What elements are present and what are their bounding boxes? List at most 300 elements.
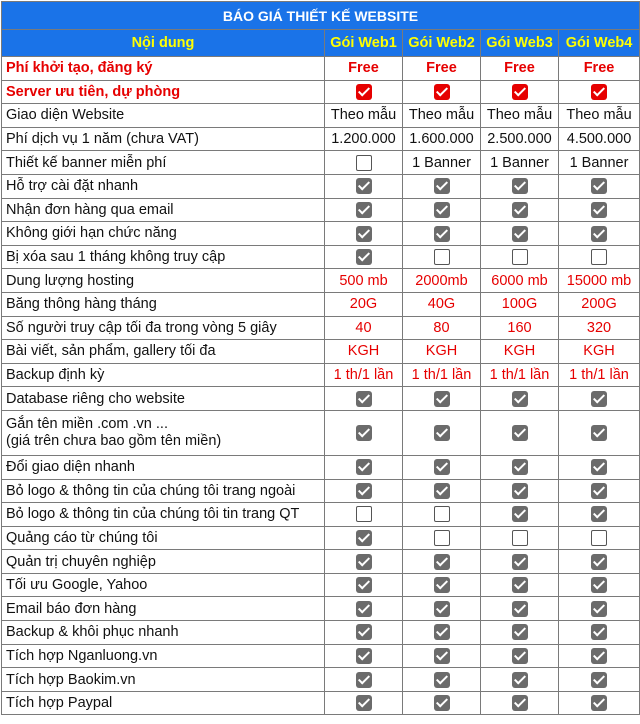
row-label — [2, 80, 325, 104]
cell-text: 500 mb — [339, 272, 388, 289]
table-row — [2, 668, 640, 692]
cell-value — [481, 340, 559, 364]
checked-box-icon — [591, 554, 607, 570]
cell-value — [559, 340, 640, 364]
header-web1: Gói Web1 — [325, 30, 403, 57]
header-web3: Gói Web3 — [481, 30, 559, 57]
row-label-text: Quản trị chuyên nghiệp — [6, 553, 156, 570]
cell-check — [559, 387, 640, 411]
cell-value — [325, 57, 403, 81]
row-label-text: Số người truy cập tối đa trong vòng 5 giây — [6, 319, 277, 336]
cell-check — [325, 668, 403, 692]
checked-box-icon — [434, 695, 450, 711]
checked-box-icon — [512, 577, 528, 593]
cell-check — [559, 503, 640, 527]
cell-check — [559, 691, 640, 715]
table-row — [2, 387, 640, 411]
cell-text: 1 th/1 lần — [411, 367, 472, 384]
cell-text: Theo mẫu — [330, 107, 397, 124]
cell-value — [325, 340, 403, 364]
row-label — [2, 292, 325, 316]
checked-box-icon — [434, 483, 450, 499]
table-row — [2, 80, 640, 104]
checked-box-icon — [512, 226, 528, 242]
checked-box-icon — [512, 483, 528, 499]
cell-text: 1 th/1 lần — [569, 367, 629, 384]
cell-value — [559, 316, 640, 340]
cell-value — [559, 104, 640, 128]
table-title: BÁO GIÁ THIẾT KẾ WEBSITE — [2, 2, 640, 30]
table-row — [2, 174, 640, 198]
row-label-text: Quảng cáo từ chúng tôi — [6, 529, 158, 546]
cell-check — [559, 597, 640, 621]
table-row — [2, 526, 640, 550]
cell-check — [481, 550, 559, 574]
cell-value — [559, 269, 640, 293]
row-label-text: Email báo đơn hàng — [6, 600, 137, 617]
empty-box-icon — [434, 530, 450, 546]
cell-text: 80 — [433, 319, 450, 336]
row-label-text: Giao diện Website — [6, 107, 125, 124]
cell-value — [325, 127, 403, 151]
row-label-text: Tích hợp Paypal — [6, 695, 113, 712]
cell-check — [559, 526, 640, 550]
table-row — [2, 550, 640, 574]
checked-box-icon — [356, 459, 372, 475]
cell-check — [403, 222, 481, 246]
checked-box-icon — [591, 226, 607, 242]
cell-text: KGH — [503, 343, 536, 360]
cell-check — [559, 245, 640, 269]
checked-box-icon — [356, 483, 372, 499]
cell-check — [325, 644, 403, 668]
cell-check — [325, 198, 403, 222]
row-label-text: Bị xóa sau 1 tháng không truy cập — [6, 249, 226, 266]
checked-box-icon — [356, 672, 372, 688]
row-label — [2, 127, 325, 151]
row-label-note: (giá trên chưa bao gồm tên miền) — [6, 432, 222, 449]
checked-box-icon — [512, 391, 528, 407]
checked-box-icon — [434, 601, 450, 617]
cell-value — [403, 316, 481, 340]
checked-box-icon — [512, 601, 528, 617]
checked-box-icon — [512, 624, 528, 640]
cell-value — [559, 292, 640, 316]
row-label — [2, 198, 325, 222]
red-checked-box-icon — [591, 84, 607, 100]
cell-value — [559, 127, 640, 151]
red-checked-box-icon — [434, 84, 450, 100]
table-row — [2, 104, 640, 128]
checked-box-icon — [434, 178, 450, 194]
cell-check — [325, 245, 403, 269]
row-label-text: Server ưu tiên, dự phòng — [6, 83, 181, 100]
cell-text: 40 — [355, 319, 372, 336]
row-label — [2, 691, 325, 715]
checked-box-icon — [512, 672, 528, 688]
row-label-text: Bỏ logo & thông tin của chúng tôi trang ngoài — [6, 482, 296, 499]
checked-box-icon — [591, 459, 607, 475]
row-label — [2, 621, 325, 645]
cell-value — [481, 363, 559, 387]
cell-text: 1 Banner — [490, 154, 549, 171]
cell-text: 6000 mb — [491, 272, 548, 289]
cell-text: Free — [426, 60, 457, 77]
row-label — [2, 455, 325, 479]
cell-check — [403, 80, 481, 104]
cell-check — [403, 387, 481, 411]
cell-check — [325, 410, 403, 455]
cell-check — [403, 526, 481, 550]
table-body — [2, 57, 640, 715]
checked-box-icon — [356, 577, 372, 593]
cell-check — [325, 222, 403, 246]
row-label — [2, 410, 325, 455]
row-label — [2, 174, 325, 198]
row-label — [2, 526, 325, 550]
cell-check — [559, 80, 640, 104]
row-label-text: Phí dịch vụ 1 năm (chưa VAT) — [6, 131, 199, 148]
table-row — [2, 503, 640, 527]
cell-check — [403, 691, 481, 715]
checked-box-icon — [356, 178, 372, 194]
row-label — [2, 363, 325, 387]
checked-box-icon — [356, 554, 372, 570]
cell-text: Theo mẫu — [566, 107, 632, 124]
cell-check — [325, 174, 403, 198]
cell-check — [559, 455, 640, 479]
checked-box-icon — [434, 672, 450, 688]
checked-box-icon — [512, 554, 528, 570]
cell-check — [481, 621, 559, 645]
cell-check — [403, 245, 481, 269]
cell-check — [481, 479, 559, 503]
checked-box-icon — [591, 624, 607, 640]
cell-text: Free — [583, 60, 615, 77]
cell-check — [403, 550, 481, 574]
cell-value — [325, 363, 403, 387]
cell-value — [325, 104, 403, 128]
checked-box-icon — [356, 425, 372, 441]
cell-check — [403, 198, 481, 222]
table-row — [2, 198, 640, 222]
row-label-text: Tích hợp Baokim.vn — [6, 671, 136, 688]
empty-box-icon — [356, 506, 372, 522]
table-row — [2, 573, 640, 597]
row-label — [2, 550, 325, 574]
cell-text: 15000 mb — [566, 272, 632, 289]
row-label-text: Database riêng cho website — [6, 390, 185, 407]
cell-text: 2000mb — [415, 272, 468, 289]
header-content: Nội dung — [2, 30, 325, 57]
cell-value — [481, 269, 559, 293]
row-label-text: Tối ưu Google, Yahoo — [6, 577, 148, 594]
cell-text: Free — [504, 60, 535, 77]
checked-box-icon — [434, 226, 450, 242]
cell-text: 4.500.000 — [566, 131, 632, 148]
cell-value — [325, 316, 403, 340]
row-label-text: Bài viết, sản phẩm, gallery tối đa — [6, 343, 216, 360]
cell-value — [403, 292, 481, 316]
cell-check — [325, 455, 403, 479]
checked-box-icon — [591, 178, 607, 194]
row-label-text: Đổi giao diện nhanh — [6, 459, 135, 476]
cell-check — [559, 198, 640, 222]
cell-check — [325, 526, 403, 550]
row-label-text: Bỏ logo & thông tin của chúng tôi tin trang QT — [6, 506, 300, 523]
cell-text: 1.200.000 — [331, 131, 396, 148]
table-row — [2, 410, 640, 455]
cell-check — [403, 410, 481, 455]
cell-check — [403, 479, 481, 503]
checked-box-icon — [356, 249, 372, 265]
cell-check — [403, 644, 481, 668]
cell-check — [559, 550, 640, 574]
cell-value — [325, 292, 403, 316]
cell-text: 1 Banner — [412, 154, 471, 171]
cell-value — [403, 269, 481, 293]
checked-box-icon — [356, 624, 372, 640]
row-label — [2, 597, 325, 621]
checked-box-icon — [512, 425, 528, 441]
cell-text: 1 Banner — [569, 154, 629, 171]
cell-value — [481, 57, 559, 81]
cell-value — [481, 316, 559, 340]
table-row — [2, 455, 640, 479]
checked-box-icon — [591, 506, 607, 522]
cell-check — [481, 597, 559, 621]
cell-check — [481, 245, 559, 269]
cell-check — [481, 573, 559, 597]
cell-value — [403, 151, 481, 175]
table-row — [2, 316, 640, 340]
cell-check — [325, 621, 403, 645]
checked-box-icon — [434, 202, 450, 218]
cell-check — [559, 222, 640, 246]
cell-value — [403, 363, 481, 387]
cell-check — [559, 644, 640, 668]
empty-box-icon — [434, 506, 450, 522]
cell-text: 100G — [501, 296, 538, 313]
row-label — [2, 316, 325, 340]
checked-box-icon — [356, 648, 372, 664]
empty-box-icon — [512, 249, 528, 265]
row-label-text: Không giới hạn chức năng — [6, 225, 177, 242]
cell-value — [481, 127, 559, 151]
table-row — [2, 363, 640, 387]
checked-box-icon — [591, 601, 607, 617]
cell-check — [559, 410, 640, 455]
cell-check — [325, 550, 403, 574]
table-row — [2, 691, 640, 715]
checked-box-icon — [512, 459, 528, 475]
cell-text: 2.500.000 — [487, 131, 552, 148]
cell-value — [481, 104, 559, 128]
checked-box-icon — [591, 577, 607, 593]
cell-check — [481, 455, 559, 479]
empty-box-icon — [591, 249, 607, 265]
cell-check — [481, 222, 559, 246]
checked-box-icon — [356, 601, 372, 617]
table-row — [2, 127, 640, 151]
checked-box-icon — [356, 530, 372, 546]
row-label — [2, 222, 325, 246]
checked-box-icon — [356, 226, 372, 242]
row-label — [2, 57, 325, 81]
checked-box-icon — [434, 554, 450, 570]
cell-value — [481, 151, 559, 175]
cell-check — [559, 668, 640, 692]
cell-value — [559, 151, 640, 175]
cell-check — [559, 621, 640, 645]
cell-text: 1 th/1 lần — [489, 367, 550, 384]
cell-value — [325, 269, 403, 293]
cell-text: Theo mẫu — [408, 107, 475, 124]
red-checked-box-icon — [356, 84, 372, 100]
cell-text: 1.600.000 — [409, 131, 474, 148]
table-row — [2, 269, 640, 293]
cell-check — [325, 80, 403, 104]
table-row — [2, 597, 640, 621]
checked-box-icon — [591, 483, 607, 499]
cell-check — [403, 668, 481, 692]
empty-box-icon — [512, 530, 528, 546]
cell-check — [481, 503, 559, 527]
cell-value — [403, 104, 481, 128]
row-label — [2, 151, 325, 175]
cell-value — [481, 292, 559, 316]
cell-text: Free — [348, 60, 379, 77]
header-web2: Gói Web2 — [403, 30, 481, 57]
cell-value — [403, 57, 481, 81]
cell-check — [325, 479, 403, 503]
row-label-text: Phí khởi tạo, đăng ký — [6, 60, 153, 77]
row-label — [2, 104, 325, 128]
checked-box-icon — [591, 672, 607, 688]
cell-value — [403, 340, 481, 364]
cell-check — [559, 174, 640, 198]
pricing-table — [1, 1, 640, 715]
row-label — [2, 340, 325, 364]
cell-text: 20G — [349, 296, 378, 313]
row-label — [2, 387, 325, 411]
cell-check — [403, 503, 481, 527]
row-label-text: Tích hợp Nganluong.vn — [6, 647, 158, 664]
checked-box-icon — [512, 506, 528, 522]
cell-text: 1 th/1 lần — [333, 367, 394, 384]
cell-check — [559, 573, 640, 597]
cell-check — [481, 644, 559, 668]
table-row — [2, 621, 640, 645]
row-label — [2, 479, 325, 503]
empty-box-icon — [356, 155, 372, 171]
checked-box-icon — [434, 648, 450, 664]
cell-check — [403, 621, 481, 645]
checked-box-icon — [512, 648, 528, 664]
row-label-text: Gắn tên miền .com .vn ... — [6, 415, 168, 432]
checked-box-icon — [512, 695, 528, 711]
row-label-text: Băng thông hàng tháng — [6, 296, 157, 313]
cell-check — [481, 198, 559, 222]
cell-check — [325, 503, 403, 527]
table-row — [2, 340, 640, 364]
cell-check — [481, 174, 559, 198]
cell-check — [481, 691, 559, 715]
checked-box-icon — [591, 391, 607, 407]
cell-check — [325, 151, 403, 175]
table-row — [2, 245, 640, 269]
header-web4: Gói Web4 — [559, 30, 640, 57]
empty-box-icon — [591, 530, 607, 546]
row-label — [2, 269, 325, 293]
cell-check — [403, 573, 481, 597]
cell-check — [325, 691, 403, 715]
checked-box-icon — [356, 202, 372, 218]
checked-box-icon — [591, 202, 607, 218]
cell-check — [325, 387, 403, 411]
checked-box-icon — [591, 648, 607, 664]
row-label-text: Thiết kế banner miễn phí — [6, 154, 167, 171]
cell-text: KGH — [583, 343, 615, 360]
cell-text: 200G — [581, 296, 617, 313]
cell-check — [481, 526, 559, 550]
cell-value — [559, 57, 640, 81]
cell-check — [481, 387, 559, 411]
cell-check — [481, 410, 559, 455]
checked-box-icon — [434, 577, 450, 593]
cell-text: KGH — [425, 343, 458, 360]
row-label-text: Backup & khôi phục nhanh — [6, 624, 179, 641]
table-row — [2, 151, 640, 175]
row-label — [2, 503, 325, 527]
checked-box-icon — [591, 695, 607, 711]
red-checked-box-icon — [512, 84, 528, 100]
cell-check — [559, 479, 640, 503]
cell-check — [403, 597, 481, 621]
checked-box-icon — [434, 391, 450, 407]
cell-text: 320 — [586, 319, 612, 336]
cell-check — [403, 455, 481, 479]
checked-box-icon — [434, 425, 450, 441]
row-label-text: Dung lượng hosting — [6, 272, 135, 289]
cell-text: KGH — [347, 343, 380, 360]
checked-box-icon — [434, 624, 450, 640]
checked-box-icon — [356, 695, 372, 711]
cell-value — [403, 127, 481, 151]
row-label — [2, 573, 325, 597]
checked-box-icon — [512, 178, 528, 194]
cell-text: Theo mẫu — [486, 107, 553, 124]
cell-text: 160 — [507, 319, 532, 336]
cell-check — [325, 597, 403, 621]
row-label-text: Hỗ trợ cài đặt nhanh — [6, 178, 139, 195]
table-row — [2, 479, 640, 503]
checked-box-icon — [434, 459, 450, 475]
table-row — [2, 222, 640, 246]
row-label — [2, 668, 325, 692]
row-label-text: Nhận đơn hàng qua email — [6, 201, 174, 218]
table-row — [2, 644, 640, 668]
row-label-text: Backup định kỳ — [6, 367, 105, 384]
table-row — [2, 292, 640, 316]
cell-text: 40G — [427, 296, 456, 313]
cell-check — [403, 174, 481, 198]
empty-box-icon — [434, 249, 450, 265]
checked-box-icon — [356, 391, 372, 407]
row-label — [2, 245, 325, 269]
cell-check — [481, 668, 559, 692]
checked-box-icon — [512, 202, 528, 218]
